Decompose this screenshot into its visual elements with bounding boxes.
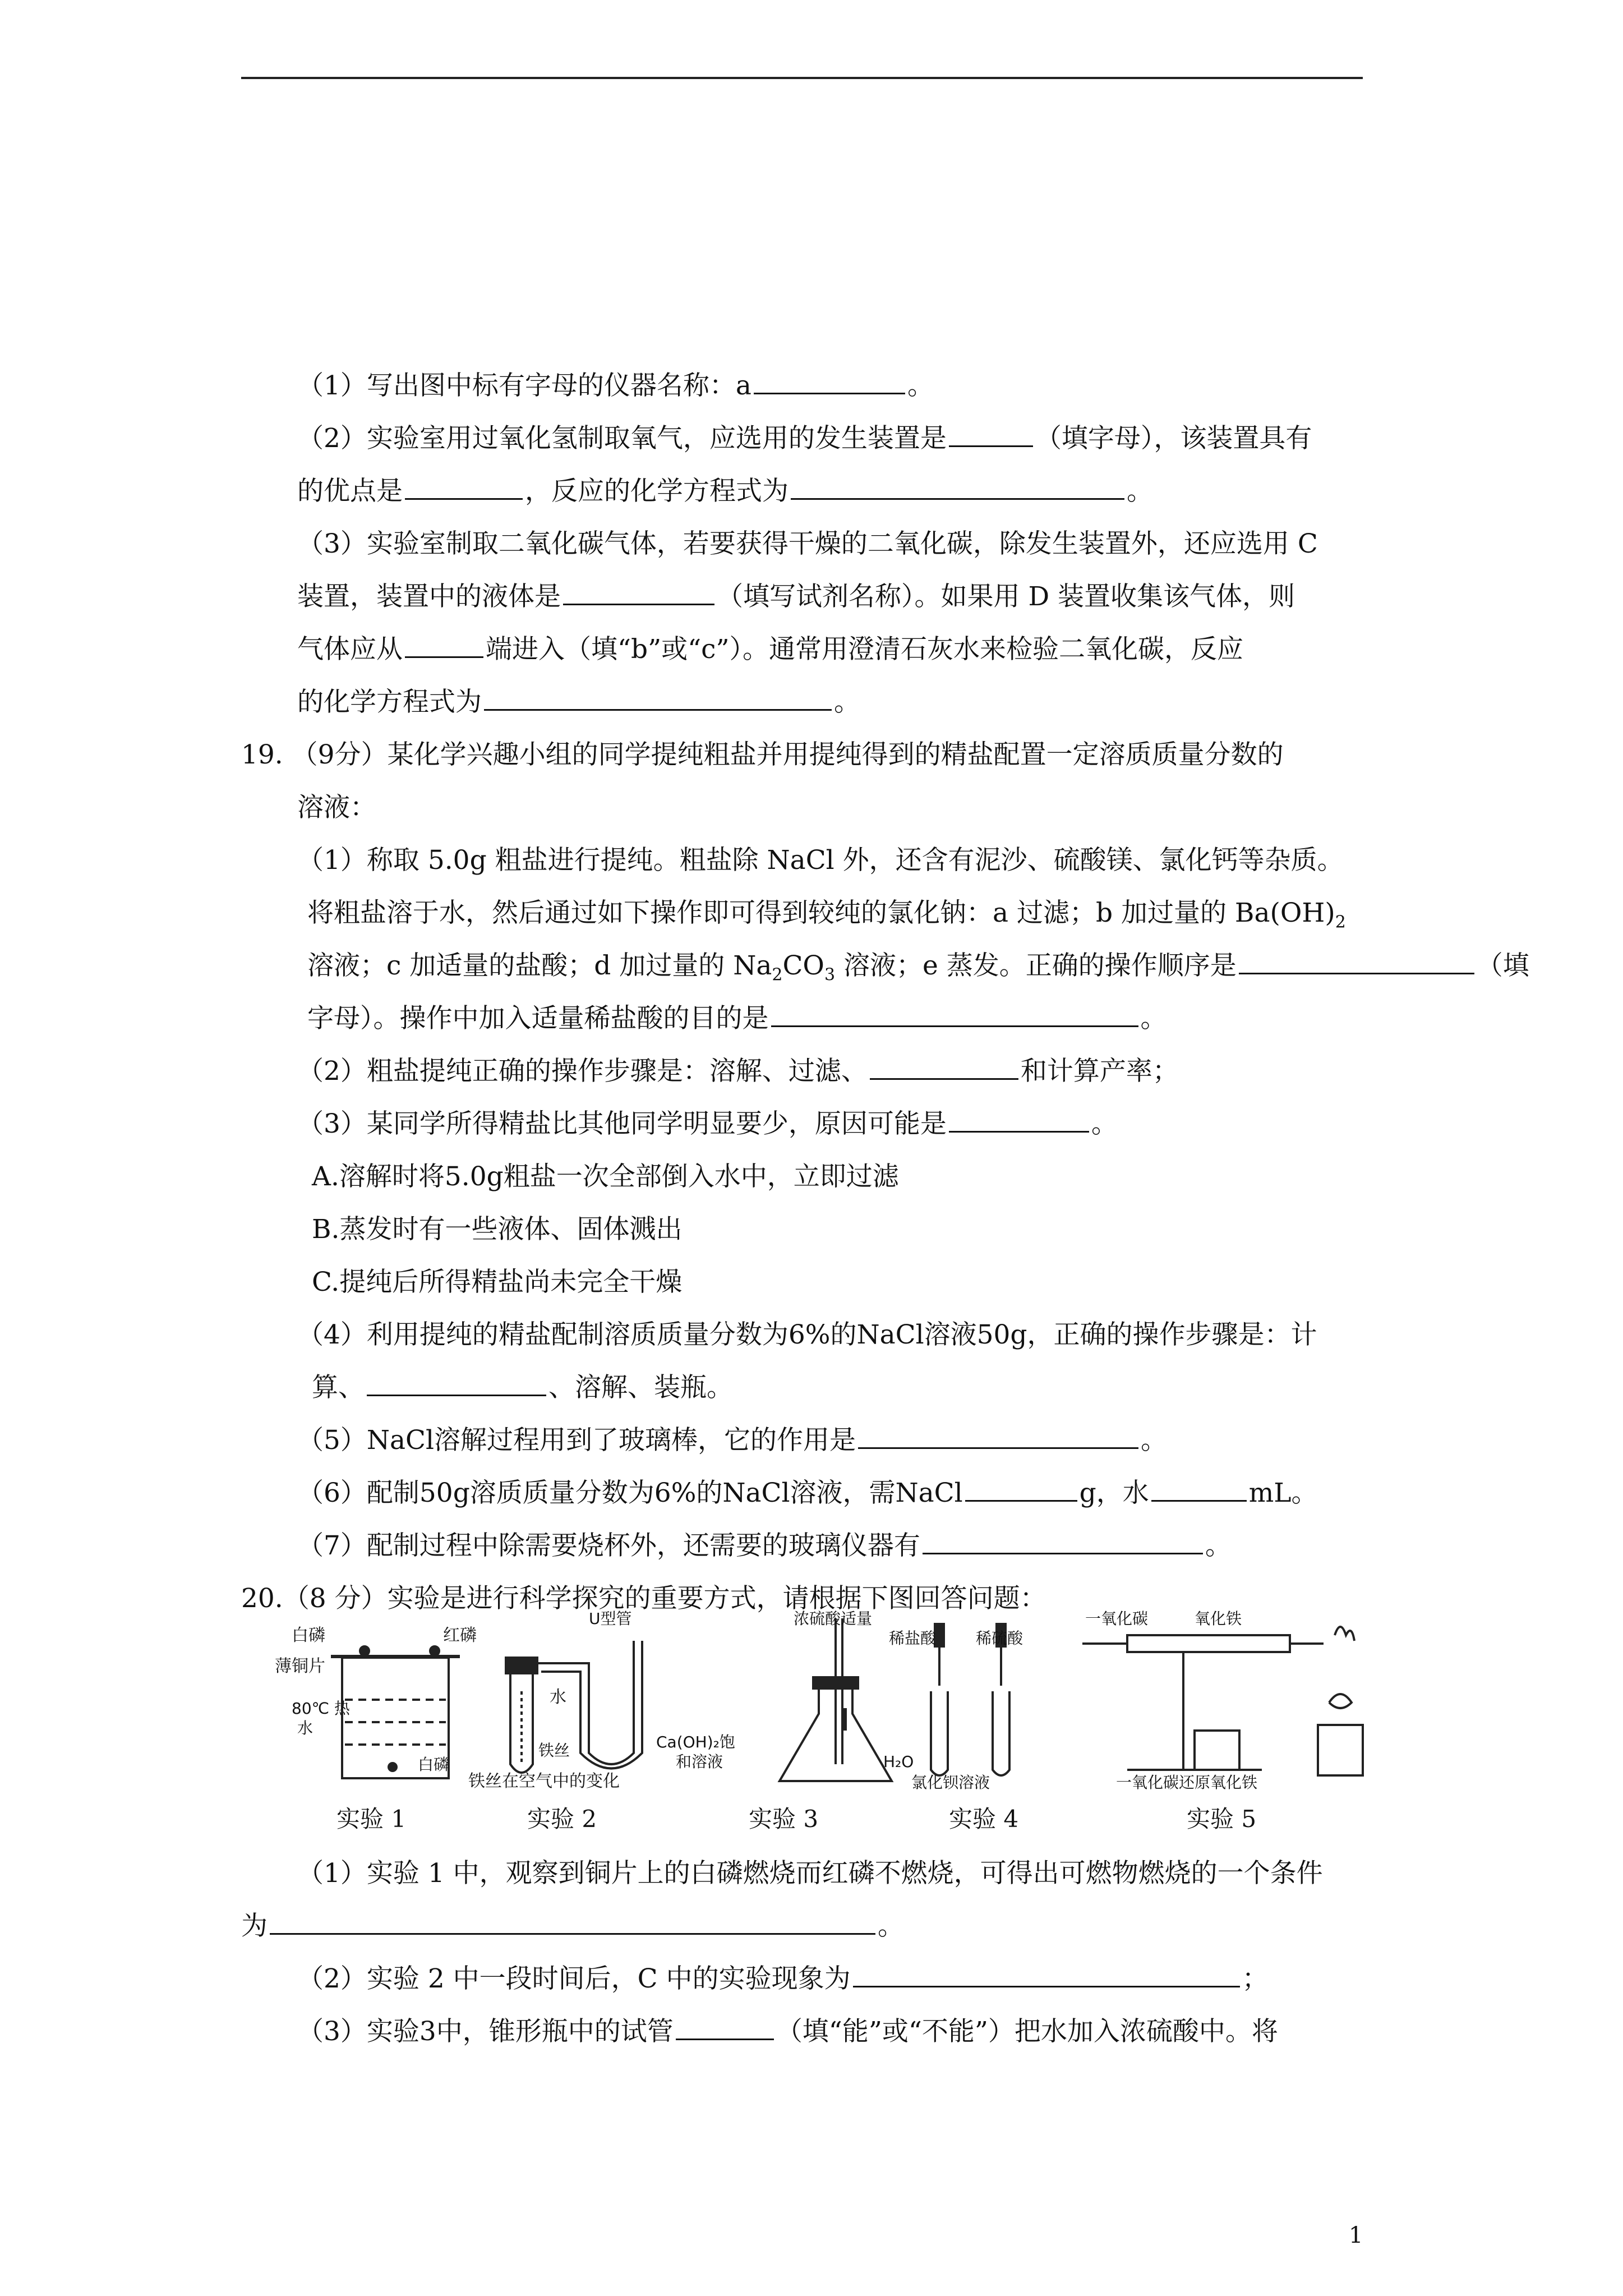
text: （填字母），该装置具有: [1035, 423, 1312, 454]
text: （3）某同学所得精盐比其他同学明显要少，原因可能是: [297, 1108, 947, 1139]
text: 将粗盐溶于水，然后通过如下操作即可得到较纯的氯化钠：a 过滤；b 加过量的 Ba(OH): [307, 898, 1335, 928]
text: （填: [1476, 950, 1529, 981]
text: B.蒸发时有一些液体、固体溅出: [312, 1214, 683, 1245]
text: （1）实验 1 中，观察到铜片上的白磷燃烧而红磷不燃烧，可得出可燃物燃烧的一个条件: [297, 1858, 1323, 1889]
experiments-figure: [275, 1602, 1424, 1792]
q19-part1: [297, 844, 1344, 877]
caption-exp4: 实验 4: [949, 1805, 1019, 1833]
text: C.提纯后所得精盐尚未完全干燥: [312, 1267, 683, 1297]
q18-part1: [297, 369, 934, 403]
e5-fe2o3-label: 氧化铁: [1195, 1609, 1242, 1628]
q19-stem: [241, 738, 1284, 772]
text: （1）写出图中标有字母的仪器名称：a: [297, 370, 751, 401]
text: （3）实验3中，锥形瓶中的试管: [297, 2016, 674, 2047]
answer-blank[interactable]: [949, 1107, 1089, 1133]
q19-part3: [297, 1107, 1118, 1141]
text: （4）利用提纯的精盐配制溶质质量分数为6%的NaCl溶液50g，正确的操作步骤是：计: [297, 1319, 1317, 1350]
experiment-5-apparatus: [1082, 1627, 1363, 1775]
text: （1）称取 5.0g 粗盐进行提纯。粗盐除 NaCl 外，还含有泥沙、硫酸镁、氯化钙等杂质。: [297, 845, 1344, 876]
subscript: 2: [772, 965, 783, 985]
caption-exp1: 实验 1: [336, 1805, 407, 1833]
answer-blank[interactable]: [858, 1424, 1138, 1449]
e5-co-label: 一氧化碳: [1085, 1609, 1149, 1628]
text: 19. （9分）某化学兴趣小组的同学提纯粗盐并用提纯得到的精盐配置一定溶质质量分数的: [241, 739, 1284, 770]
q18-part2-cont: [297, 475, 1153, 508]
answer-blank[interactable]: [405, 633, 483, 658]
e3-water-label: H₂O: [883, 1752, 914, 1771]
e1-copper-label: 薄铜片: [275, 1657, 325, 1676]
answer-blank[interactable]: [923, 1529, 1203, 1554]
q19-part1-cont1: [307, 896, 1346, 939]
q19-part6: [297, 1476, 1318, 1510]
text: 。: [1205, 1530, 1232, 1561]
q19-part2: [297, 1055, 1179, 1088]
text: 。: [834, 687, 860, 717]
answer-blank[interactable]: [791, 475, 1124, 500]
text: （6）配制50g溶质质量分数为6%的NaCl溶液，需NaCl: [297, 1478, 963, 1508]
text: ，反应的化学方程式为: [525, 476, 789, 507]
text: （填“能”或“不能”）把水加入浓硫酸中。将: [776, 2016, 1278, 2047]
q20-part2: [297, 1962, 1269, 1996]
q18-part2: [297, 422, 1312, 455]
e3-acid-label: 浓硫酸适量: [794, 1609, 873, 1628]
caption-exp2: 实验 2: [527, 1805, 597, 1833]
q20-part3: [297, 2015, 1278, 2049]
text: g，水: [1079, 1478, 1149, 1508]
text: （填写试剂名称）。如果用 D 装置收集该气体，则: [717, 581, 1295, 612]
text: 。: [1141, 1425, 1168, 1456]
answer-blank[interactable]: [771, 1002, 1138, 1027]
e5-caption-label: 一氧化碳还原氧化铁: [1116, 1773, 1258, 1792]
text: 算、: [312, 1372, 365, 1403]
answer-blank[interactable]: [870, 1055, 1018, 1080]
answer-blank[interactable]: [484, 685, 832, 711]
answer-blank[interactable]: [754, 369, 905, 394]
text: 装置，装置中的液体是: [297, 581, 561, 612]
text: ；: [1242, 1963, 1269, 1994]
q19-part1-cont3: [307, 1002, 1167, 1036]
text: 的化学方程式为: [297, 687, 482, 717]
answer-blank[interactable]: [965, 1476, 1077, 1502]
text: 的优点是: [297, 476, 403, 507]
e3-caoh-label: Ca(OH)₂饱: [656, 1733, 735, 1751]
text: 端进入（填“b”或“c”）。通常用澄清石灰水来检验二氧化碳，反应: [486, 634, 1244, 665]
header-rule: [241, 77, 1363, 79]
text: （3）实验室制取二氧化碳气体，若要获得干燥的二氧化碳，除发生装置外，还应选用 C: [297, 528, 1318, 559]
text: A.溶解时将5.0g粗盐一次全部倒入水中，立即过滤: [312, 1161, 899, 1192]
e4-h2so4-label: 稀硫酸: [976, 1629, 1023, 1648]
caption-exp3: 实验 3: [749, 1805, 819, 1833]
text: （2）粗盐提纯正确的操作步骤是：溶解、过滤、: [297, 1056, 868, 1087]
text: （5）NaCl溶解过程用到了玻璃棒，它的作用是: [297, 1425, 856, 1456]
answer-blank[interactable]: [1239, 949, 1474, 974]
text: 溶液；c 加适量的盐酸；d 加过量的 Na: [307, 950, 772, 981]
answer-blank[interactable]: [1151, 1476, 1247, 1502]
answer-blank[interactable]: [949, 422, 1033, 447]
text: 为: [241, 1911, 268, 1941]
q19-part7: [297, 1529, 1232, 1563]
e2-water-label: 水: [550, 1687, 566, 1707]
answer-blank[interactable]: [405, 475, 523, 500]
text: 字母）。操作中加入适量稀盐酸的目的是: [307, 1003, 769, 1034]
subscript: 2: [1335, 912, 1346, 932]
text: 。: [907, 370, 934, 401]
q18-part3-cont3: [297, 685, 860, 719]
text: 。: [878, 1911, 904, 1941]
e4-hcl-label: 稀盐酸: [889, 1629, 937, 1648]
text: 气体应从: [297, 634, 403, 665]
text: mL。: [1248, 1478, 1318, 1508]
answer-blank[interactable]: [270, 1910, 875, 1935]
text: 和计算产率；: [1020, 1056, 1179, 1087]
text: 。: [1091, 1108, 1118, 1139]
text: 溶液：: [297, 792, 376, 823]
text: CO: [782, 950, 824, 981]
e1-white-p2-label: 白磷: [418, 1755, 450, 1774]
answer-blank[interactable]: [676, 2015, 774, 2040]
q18-part3-cont2: [297, 633, 1243, 666]
page-number: 1: [1349, 2223, 1363, 2248]
e4-bacl-label: 氯化钡溶液: [911, 1773, 990, 1792]
q18-part3-cont1: [297, 580, 1295, 614]
q19-option-a: [312, 1160, 899, 1194]
text: 20.（8 分）实验是进行科学探究的重要方式，请根据下图回答问题：: [241, 1583, 1046, 1614]
q19-option-b: [312, 1213, 682, 1246]
q19-stem-cont: [297, 791, 376, 825]
experiment-3-apparatus: [780, 1618, 892, 1781]
q19-part5: [297, 1424, 1167, 1457]
e2-utube-label: U型管: [589, 1609, 632, 1628]
text: （2）实验室用过氧化氢制取氧气，应选用的发生装置是: [297, 423, 947, 454]
e1-red-p-label: 红磷: [443, 1626, 477, 1645]
experiment-2-apparatus: [506, 1641, 642, 1773]
q19-part4-cont: [312, 1371, 733, 1405]
q20-part1: [297, 1857, 1323, 1890]
text: 、溶解、装瓶。: [548, 1372, 733, 1403]
text: 。: [1140, 1003, 1167, 1034]
q19-option-c: [312, 1266, 682, 1299]
text: （7）配制过程中除需要烧杯外，还需要的玻璃仪器有: [297, 1530, 920, 1561]
subscript: 3: [824, 965, 836, 985]
e2-iron-label: 铁丝: [538, 1741, 570, 1760]
answer-blank[interactable]: [563, 580, 714, 605]
text: 。: [1127, 476, 1153, 507]
answer-blank[interactable]: [367, 1371, 546, 1396]
q18-part3: [297, 527, 1318, 561]
e3-caoh-label-2: 和溶液: [676, 1752, 723, 1771]
text: （2）实验 2 中一段时间后，C 中的实验现象为: [297, 1963, 851, 1994]
e1-hot-water-label: 80℃ 热: [292, 1699, 350, 1718]
text: 溶液；e 蒸发。正确的操作顺序是: [835, 950, 1237, 981]
e1-white-p-label: 白磷: [292, 1626, 325, 1645]
q19-part1-cont2: [307, 949, 1529, 992]
answer-blank[interactable]: [853, 1962, 1240, 1987]
e2-caption-label: 铁丝在空气中的变化: [468, 1772, 620, 1791]
caption-exp5: 实验 5: [1187, 1805, 1257, 1833]
e1-hot-water-label-2: 水: [297, 1719, 313, 1737]
q19-part4: [297, 1318, 1317, 1352]
q20-part1-cont: [241, 1910, 904, 1943]
